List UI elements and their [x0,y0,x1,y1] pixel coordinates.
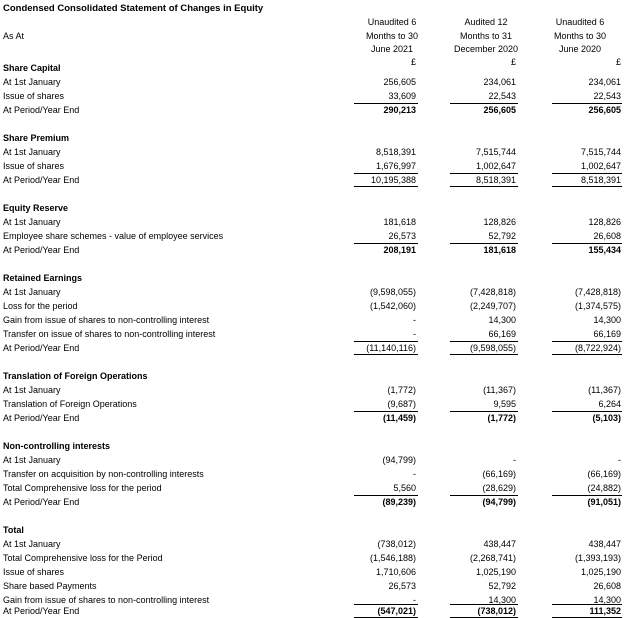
amount-cell: (2,249,707) [469,301,516,311]
amount-cell: 256,605 [588,105,621,115]
amount-cell: 7,515,744 [475,147,516,157]
total-rule-line [552,243,622,244]
amount-cell: 8,518,391 [375,147,416,157]
amount-cell: (2,268,741) [469,553,516,563]
amount-cell: (11,367) [588,385,621,395]
section-heading-retained-earnings [0,272,624,285]
total-rule-line [354,243,418,244]
amount-cell: (1,546,188) [369,553,416,563]
column-header-line: December 2020 [453,44,519,54]
section-title: Equity Reserve [3,203,69,213]
total-rule-line [450,243,518,244]
row-label: At Period/Year End [3,413,80,423]
row-label: At Period/Year End [3,497,80,507]
total-underline [552,354,622,355]
amount-cell: 234,061 [588,77,621,87]
row-label: Issue of shares [3,161,65,171]
line-item-row [0,468,624,481]
amount-cell: 52,792 [488,231,516,241]
amount-cell: (28,629) [482,483,516,493]
amount-cell: - [618,455,621,465]
amount-cell: (5,103) [592,413,621,423]
row-label: At 1st January [3,385,61,395]
row-label: At 1st January [3,77,61,87]
amount-cell: (9,687) [387,399,416,409]
total-rule-line [450,495,518,496]
row-label: At 1st January [3,287,61,297]
amount-cell: (547,021) [377,606,416,616]
line-item-row [0,216,624,229]
amount-cell: (89,239) [382,497,416,507]
currency-symbol: £ [510,57,516,67]
line-item-row [0,552,624,565]
amount-cell: (94,799) [482,497,516,507]
amount-cell: - [413,315,416,325]
row-label: At 1st January [3,147,61,157]
amount-cell: (9,598,055) [469,343,516,353]
amount-cell: 22,543 [593,91,621,101]
total-rule-line [354,173,418,174]
amount-cell: 10,195,388 [370,175,416,185]
row-label: Transfer on acquisition by non-controlling interests [3,469,204,479]
line-item-row [0,230,624,243]
total-rule-line [552,604,622,605]
total-rule-line [450,103,518,104]
amount-cell: 66,169 [593,329,621,339]
row-label: Transfer on issue of shares to non-controlling interest [3,329,216,339]
row-label: At Period/Year End [3,606,80,616]
total-underline [450,354,518,355]
line-item-row [0,398,624,411]
amount-cell: 52,792 [488,581,516,591]
row-label: Employee share schemes - value of employee services [3,231,224,241]
amount-cell: 181,618 [383,217,416,227]
row-label: Total Comprehensive loss for the period [3,483,162,493]
amount-cell: 1,002,647 [475,161,516,171]
line-item-row [0,286,624,299]
amount-cell: - [513,455,516,465]
amount-cell: 256,605 [483,105,516,115]
line-item-row [0,454,624,467]
total-rule-line [354,341,418,342]
amount-cell: 1,025,190 [580,567,621,577]
line-item-row [0,384,624,397]
total-rule-line [354,103,418,104]
amount-cell: (1,542,060) [369,301,416,311]
amount-cell: (11,367) [483,385,516,395]
column-header-line: Audited 12 [464,17,508,27]
amount-cell: (7,428,818) [574,287,621,297]
row-label: At 1st January [3,455,61,465]
column-header-line: Months to 31 [459,30,513,41]
row-label: Total Comprehensive loss for the Period [3,553,163,563]
row-label: At Period/Year End [3,105,80,115]
amount-cell: (738,012) [377,539,416,549]
amount-cell: (1,772) [387,385,416,395]
total-rule-line [450,173,518,174]
amount-cell: (11,459) [382,413,416,423]
total-rule-line [354,604,418,605]
period-end-total-row [0,342,624,355]
amount-cell: (8,722,924) [574,343,621,353]
amount-cell: - [413,595,416,605]
amount-cell: (1,772) [487,413,516,423]
statement-title: Condensed Consolidated Statement of Changes in Equity [3,3,264,14]
amount-cell: (24,882) [587,483,621,493]
column-header-line: June 2021 [370,44,414,54]
amount-cell: 14,300 [488,315,516,325]
line-item-row [0,580,624,593]
column-header-line: Months to 30 [365,30,419,41]
total-rule-line [552,341,622,342]
section-title: Translation of Foreign Operations [3,371,148,381]
as-at-label: As At [3,31,25,41]
line-item-row [0,566,624,579]
period-end-total-row [0,496,624,509]
row-label: Issue of shares [3,567,65,577]
section-title: Non-controlling interests [3,441,111,451]
row-label: Share based Payments [3,581,97,591]
row-label: Loss for the period [3,301,78,311]
row-label: Translation of Foreign Operations [3,399,137,409]
total-underline [450,186,518,187]
amount-cell: (11,140,116) [366,343,416,353]
amount-cell: (66,169) [587,469,621,479]
amount-cell: 14,300 [593,595,621,605]
amount-cell: 256,605 [383,77,416,87]
column-header-line: June 2020 [558,44,602,54]
total-rule-line [552,103,622,104]
section-title: Total [3,525,24,535]
column-header-line: Months to 30 [553,30,607,41]
amount-cell: 14,300 [593,315,621,325]
total-rule-line [450,341,518,342]
amount-cell: 155,434 [588,245,621,255]
amount-cell: 6,264 [598,399,621,409]
total-rule-line [354,411,418,412]
amount-cell: (738,012) [477,606,516,616]
amount-cell: 111,352 [589,606,621,616]
amount-cell: 26,608 [593,231,621,241]
amount-cell: 26,608 [593,581,621,591]
amount-cell: (9,598,055) [369,287,416,297]
amount-cell: 1,025,190 [475,567,516,577]
row-label: Gain from issue of shares to non-controlling interest [3,595,210,605]
amount-cell: 8,518,391 [580,175,621,185]
total-rule-line [552,495,622,496]
total-underline [552,186,622,187]
amount-cell: 128,826 [483,217,516,227]
row-label: At 1st January [3,217,61,227]
period-end-total-row [0,412,624,425]
amount-cell: (1,393,193) [574,553,621,563]
amount-cell: 7,515,744 [580,147,621,157]
amount-cell: (91,051) [587,497,621,507]
section-title: Share Capital [3,63,61,73]
row-label: At 1st January [3,539,61,549]
amount-cell: (66,169) [482,469,516,479]
amount-cell: 1,002,647 [580,161,621,171]
column-header-line: Unaudited 6 [555,17,605,27]
line-item-row [0,482,624,495]
row-label: At Period/Year End [3,175,80,185]
section-heading-share-capital [0,62,624,75]
section-heading-total [0,524,624,537]
total-rule-line [354,495,418,496]
amount-cell: 26,573 [388,581,416,591]
section-title: Share Premium [3,133,70,143]
amount-cell: 181,618 [483,245,516,255]
section-heading-foreign-operations [0,370,624,383]
line-item-row [0,160,624,173]
amount-cell: 1,676,997 [375,161,416,171]
period-end-total-row [0,244,624,257]
total-rule-line [552,173,622,174]
period-end-total-row [0,174,624,187]
line-item-row [0,90,624,103]
amount-cell: 208,191 [383,245,416,255]
line-item-row [0,538,624,551]
line-item-row [0,76,624,89]
column-header-june-2020 [534,16,624,57]
row-label: Issue of shares [3,91,65,101]
currency-symbol: £ [615,57,621,67]
amount-cell: 438,447 [483,539,516,549]
amount-cell: 9,595 [493,399,516,409]
section-title: Retained Earnings [3,273,83,283]
amount-cell: 290,213 [383,105,416,115]
amount-cell: 26,573 [388,231,416,241]
amount-cell: - [413,329,416,339]
amount-cell: (94,799) [382,455,416,465]
total-rule-line [450,604,518,605]
total-rule-line [450,411,518,412]
section-heading-non-controlling-interests [0,440,624,453]
amount-cell: (7,428,818) [469,287,516,297]
line-item-row [0,300,624,313]
line-item-row [0,328,624,341]
amount-cell: 1,710,606 [375,567,416,577]
row-label: Gain from issue of shares to non-controlling interest [3,315,210,325]
amount-cell: 14,300 [488,595,516,605]
total-rule-line [552,411,622,412]
row-label: At Period/Year End [3,245,80,255]
amount-cell: 8,518,391 [475,175,516,185]
amount-cell: (1,374,575) [574,301,621,311]
line-item-row [0,146,624,159]
amount-cell: 234,061 [483,77,516,87]
column-header-line: Unaudited 6 [367,17,417,27]
column-header-december-2020 [440,16,532,57]
period-end-total-row [0,104,624,117]
column-header-june-2021 [346,16,438,57]
amount-cell: 438,447 [588,539,621,549]
row-label: At Period/Year End [3,343,80,353]
amount-cell: 66,169 [488,329,516,339]
amount-cell: 22,543 [488,91,516,101]
amount-cell: 5,560 [393,483,416,493]
amount-cell: - [413,469,416,479]
line-item-row [0,314,624,327]
total-underline [354,186,418,187]
total-underline [354,354,418,355]
amount-cell: 128,826 [588,217,621,227]
currency-symbol: £ [410,57,416,67]
section-heading-equity-reserve [0,202,624,215]
section-heading-share-premium [0,132,624,145]
amount-cell: 33,609 [388,91,416,101]
